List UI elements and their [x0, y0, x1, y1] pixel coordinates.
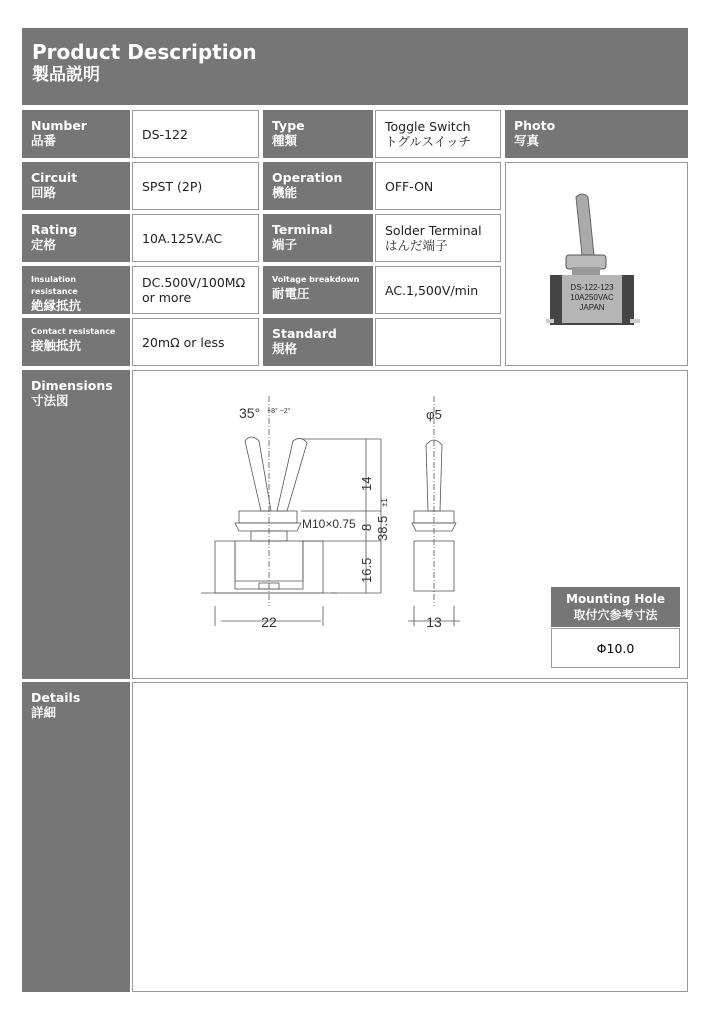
- dim-width-side: 13: [426, 614, 442, 630]
- dim-total-tol: ±1: [380, 498, 389, 507]
- field-value: [375, 266, 501, 314]
- page-title: Product Description: [32, 40, 257, 64]
- dim-lever-diameter: φ5: [426, 407, 442, 422]
- page-title-ja: 製品説明: [32, 65, 100, 85]
- field-label-ja: 端子: [272, 237, 298, 252]
- field-label-ja: 定格: [31, 237, 57, 252]
- field-value: [132, 266, 259, 314]
- field-value-line: トグルスイッチ: [385, 134, 472, 149]
- mounting-hole-value: Φ10.0: [551, 628, 680, 668]
- photo-label-ja: 写真: [514, 133, 540, 148]
- field-value: [375, 214, 501, 262]
- field-value: [132, 162, 259, 210]
- field-label: [22, 214, 130, 262]
- mounting-hole-label-en: Mounting Hole: [566, 592, 665, 606]
- dimensions-label: [22, 370, 130, 679]
- field-label-ja: 規格: [272, 341, 298, 356]
- dim-thread: M10×0.75: [302, 517, 356, 531]
- field-value-line: はんだ端子: [385, 238, 448, 253]
- field-value: [375, 318, 501, 366]
- field-label-ja: 品番: [31, 133, 57, 148]
- dim-width-front: 22: [261, 614, 277, 630]
- field-label-en: Contact resistance: [31, 327, 116, 336]
- field-value-line: OFF-ON: [385, 178, 434, 194]
- field-label-en: Number: [31, 118, 87, 133]
- field-label: [263, 110, 373, 158]
- dimension-drawing: [132, 370, 688, 679]
- mounting-hole-label: [551, 587, 680, 627]
- field-label-ja: 耐電圧: [272, 286, 310, 301]
- field-label: [22, 318, 130, 366]
- field-value-line: 10A.125V.AC: [142, 230, 223, 246]
- dim-body-height: 16.5: [359, 557, 374, 583]
- field-label-en: Rating: [31, 222, 78, 237]
- dim-bushing-height: 8: [359, 523, 374, 531]
- field-label-ja: 種類: [272, 133, 298, 148]
- dimensions-label-ja: 寸法図: [31, 393, 69, 408]
- field-label: [22, 162, 130, 210]
- field-label: [263, 214, 373, 262]
- field-value-line: Toggle Switch: [385, 119, 471, 134]
- photo-label: [505, 110, 688, 158]
- field-value-line: Solder Terminal: [385, 223, 482, 238]
- dimensions-label-en: Dimensions: [31, 378, 113, 393]
- field-label-en: Circuit: [31, 170, 78, 185]
- field-label: [22, 266, 130, 314]
- details-content: [132, 682, 688, 992]
- field-label-en: Operation: [272, 170, 343, 185]
- field-value-line: SPST (2P): [142, 178, 203, 194]
- field-label: [263, 266, 373, 314]
- field-label-ja: 接触抵抗: [31, 338, 82, 353]
- dim-lever-height: 14: [359, 476, 374, 491]
- field-value-line: DS-122: [142, 126, 188, 142]
- mounting-hole-label-ja: 取付穴参考寸法: [573, 608, 658, 622]
- dim-total-height: 38.5: [375, 515, 390, 541]
- field-label-en: Type: [272, 118, 305, 133]
- field-value-line: or more: [142, 290, 192, 305]
- field-label: [263, 162, 373, 210]
- field-value-line: 20mΩ or less: [142, 334, 225, 350]
- dim-angle-tol: +8° −2°: [267, 408, 291, 415]
- page-header: [22, 28, 688, 105]
- dim-angle: 35°: [239, 405, 261, 421]
- product-photo: [505, 162, 688, 366]
- field-value: [132, 110, 259, 158]
- field-label-ja: 絶縁抵抗: [31, 298, 82, 313]
- field-value-line: AC.1,500V/min: [385, 282, 479, 298]
- details-label: [22, 682, 130, 992]
- field-value: [375, 162, 501, 210]
- field-value: [132, 318, 259, 366]
- field-label-en: Terminal: [272, 222, 333, 237]
- field-label-ja: 回路: [31, 185, 57, 200]
- field-label-en: Standard: [272, 326, 337, 341]
- field-label: [22, 110, 130, 158]
- details-label-ja: 詳細: [31, 705, 57, 720]
- field-value: [375, 110, 501, 158]
- details-label-en: Details: [31, 690, 81, 705]
- field-value-line: DC.500V/100MΩ: [142, 275, 246, 290]
- field-value: [132, 214, 259, 262]
- product-marking: DS-122-123 10A250VAC JAPAN: [570, 283, 614, 312]
- field-label-en: Voltage breakdown: [272, 275, 360, 284]
- photo-label-en: Photo: [514, 118, 556, 133]
- field-label: [263, 318, 373, 366]
- field-label-en: Insulation resistance: [31, 275, 78, 296]
- field-label-ja: 機能: [272, 185, 298, 200]
